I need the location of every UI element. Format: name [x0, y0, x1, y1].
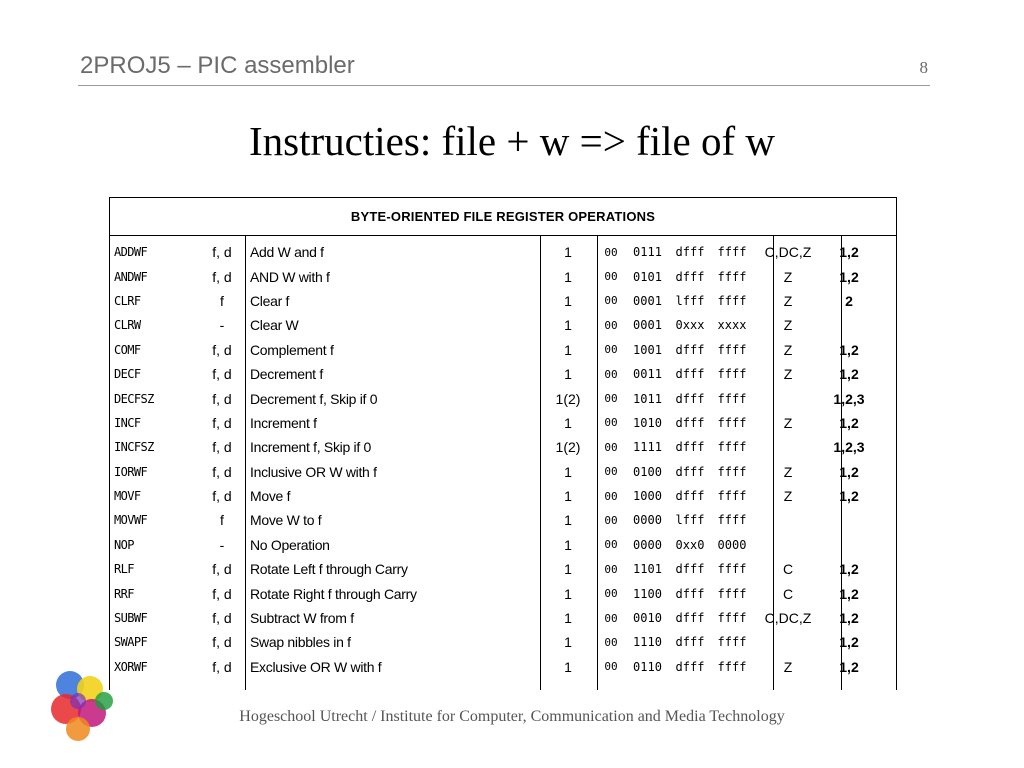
cell-operands: f, d: [212, 366, 232, 383]
table-row: [110, 508, 896, 532]
cell-opcode-bits: 1100: [633, 586, 662, 601]
cell-cycles: 1: [564, 414, 572, 431]
cell-cycles: 1: [564, 292, 572, 309]
cell-notes: 1,2: [839, 610, 859, 627]
cell-cycles: 1(2): [555, 439, 581, 456]
cell-mnemonic: NOP: [114, 537, 134, 552]
cell-operands: f, d: [212, 585, 232, 602]
cell-description: Exclusive OR W with f: [250, 658, 382, 675]
cell-cycles: 1: [564, 658, 572, 675]
cell-opcode-bits: 1010: [633, 415, 662, 430]
cell-opcode-lsb: ffff: [717, 269, 747, 284]
cell-operands: f, d: [212, 390, 232, 407]
cell-opcode-msb: 00: [604, 343, 618, 357]
cell-notes: 1,2: [839, 414, 859, 431]
cell-opcode-bits: 0101: [633, 269, 662, 284]
cell-opcode-bits: dfff: [675, 586, 705, 601]
cell-opcode-bits: dfff: [675, 562, 705, 577]
table-row: [110, 655, 896, 679]
cell-status-affected: Z: [783, 463, 793, 480]
cell-notes: 1,2,3: [833, 439, 865, 456]
cell-opcode-bits: dfff: [675, 659, 705, 674]
cell-description: Complement f: [250, 341, 334, 358]
cell-opcode-bits: 0010: [633, 611, 662, 626]
cell-opcode-bits: dfff: [675, 367, 705, 382]
cell-status-affected: Z: [783, 317, 793, 334]
table-heading: BYTE-ORIENTED FILE REGISTER OPERATIONS: [110, 198, 896, 236]
cell-cycles: 1: [564, 366, 572, 383]
cell-opcode-msb: 00: [604, 318, 618, 332]
cell-opcode-msb: 00: [604, 635, 618, 649]
cell-mnemonic: IORWF: [114, 464, 148, 479]
cell-opcode-bits: 0000: [633, 537, 662, 552]
cell-status-affected: Z: [783, 488, 793, 505]
cell-operands: f, d: [212, 610, 232, 627]
cell-opcode-lsb: ffff: [717, 440, 747, 455]
cell-opcode-bits: dfff: [675, 342, 705, 357]
table-row: [110, 557, 896, 581]
cell-opcode-lsb: ffff: [717, 635, 747, 650]
table-row: [110, 435, 896, 459]
cell-opcode-bits: 0001: [633, 293, 662, 308]
cell-opcode-msb: 00: [604, 660, 618, 674]
cell-opcode-msb: 00: [604, 367, 618, 381]
cell-cycles: 1: [564, 488, 572, 505]
cell-mnemonic: DECFSZ: [114, 391, 154, 406]
table-row: [110, 411, 896, 435]
cell-status-affected: C: [782, 561, 794, 578]
cell-cycles: 1: [564, 244, 572, 261]
cell-mnemonic: SUBWF: [114, 611, 148, 626]
table-row: [110, 362, 896, 386]
cell-opcode-bits: dfff: [675, 611, 705, 626]
cell-opcode-lsb: xxxx: [717, 318, 747, 333]
cell-opcode-bits: 0xxx: [675, 318, 705, 333]
cell-opcode-bits: 1101: [633, 562, 662, 577]
cell-opcode-lsb: ffff: [717, 342, 747, 357]
cell-description: Swap nibbles in f: [250, 634, 351, 651]
cell-cycles: 1: [564, 512, 572, 529]
cell-opcode-msb: 00: [604, 392, 618, 406]
cell-opcode-msb: 00: [604, 245, 618, 259]
cell-notes: 1,2: [839, 463, 859, 480]
cell-opcode-lsb: ffff: [717, 464, 747, 479]
cell-notes: 1,2: [839, 634, 859, 651]
cell-notes: 1,2: [839, 366, 859, 383]
cell-cycles: 1: [564, 317, 572, 334]
cell-opcode-msb: 00: [604, 440, 618, 454]
cell-status-affected: Z: [783, 414, 793, 431]
cell-opcode-bits: dfff: [675, 269, 705, 284]
cell-opcode-lsb: ffff: [717, 293, 747, 308]
cell-opcode-msb: 00: [604, 611, 618, 625]
cell-opcode-bits: dfff: [675, 245, 705, 260]
cell-operands: f, d: [212, 561, 232, 578]
cell-description: Clear f: [250, 292, 290, 309]
cell-notes: 1,2: [839, 658, 859, 675]
cell-operands: f, d: [212, 658, 232, 675]
table-row: [110, 386, 896, 410]
cell-description: Inclusive OR W with f: [250, 463, 377, 480]
instruction-table: [109, 197, 897, 690]
cell-mnemonic: INCFSZ: [114, 440, 154, 455]
cell-mnemonic: MOVWF: [114, 513, 148, 528]
table-row: [110, 460, 896, 484]
cell-mnemonic: COMF: [114, 342, 141, 357]
cell-opcode-lsb: ffff: [717, 562, 747, 577]
cell-operands: f: [220, 512, 224, 529]
cell-cycles: 1: [564, 268, 572, 285]
cell-description: Move W to f: [250, 512, 322, 529]
cell-description: Increment f, Skip if 0: [250, 439, 372, 456]
table-body: [110, 236, 896, 679]
cell-opcode-bits: 0011: [633, 367, 662, 382]
cell-opcode-msb: 00: [604, 587, 618, 601]
cell-cycles: 1: [564, 536, 572, 553]
cell-operands: f, d: [212, 414, 232, 431]
cell-notes: 1,2: [839, 268, 859, 285]
footer-text: Hogeschool Utrecht / Institute for Computer, Communication and Media Technology: [239, 708, 785, 725]
table-row: [110, 240, 896, 264]
cell-description: Decrement f, Skip if 0: [250, 390, 378, 407]
cell-description: No Operation: [250, 536, 330, 553]
header-title: 2PROJ5 – PIC assembler: [80, 52, 355, 79]
cell-opcode-bits: dfff: [675, 440, 705, 455]
slide-title: Instructies: file + w => file of w: [249, 118, 775, 164]
cell-opcode-bits: dfff: [675, 489, 705, 504]
cell-opcode-msb: 00: [604, 562, 618, 576]
table-row: [110, 338, 896, 362]
cell-description: Rotate Left f through Carry: [250, 561, 408, 578]
cell-status-affected: C,DC,Z: [764, 610, 812, 627]
cell-opcode-bits: 1011: [633, 391, 662, 406]
cell-mnemonic: CLRW: [114, 318, 141, 333]
cell-description: AND W with f: [250, 268, 330, 285]
cell-cycles: 1: [564, 561, 572, 578]
cell-opcode-bits: dfff: [675, 415, 705, 430]
cell-status-affected: Z: [783, 341, 793, 358]
table-row: [110, 630, 896, 654]
table-row: [110, 289, 896, 313]
cell-notes: 1,2: [839, 341, 859, 358]
table-row: [110, 606, 896, 630]
header-divider: [78, 85, 930, 86]
cell-mnemonic: SWAPF: [114, 635, 148, 650]
cell-opcode-bits: 1000: [633, 489, 662, 504]
cell-description: Add W and f: [250, 244, 324, 261]
cell-operands: f, d: [212, 439, 232, 456]
cell-description: Decrement f: [250, 366, 323, 383]
cell-cycles: 1: [564, 463, 572, 480]
page-number: 8: [919, 58, 928, 77]
cell-description: Clear W: [250, 317, 299, 334]
cell-opcode-lsb: ffff: [717, 659, 747, 674]
cell-cycles: 1(2): [555, 390, 581, 407]
cell-opcode-bits: dfff: [675, 464, 705, 479]
hu-colorful-logo-icon: [48, 665, 120, 745]
cell-mnemonic: MOVF: [114, 489, 141, 504]
cell-cycles: 1: [564, 341, 572, 358]
cell-mnemonic: XORWF: [114, 659, 148, 674]
cell-notes: 1,2: [839, 585, 859, 602]
cell-mnemonic: ADDWF: [114, 245, 148, 260]
cell-status-affected: C: [782, 585, 794, 602]
cell-opcode-bits: 1110: [633, 635, 662, 650]
cell-operands: f: [220, 292, 224, 309]
cell-opcode-msb: 00: [604, 513, 618, 527]
cell-opcode-msb: 00: [604, 270, 618, 284]
cell-opcode-lsb: ffff: [717, 391, 747, 406]
cell-cycles: 1: [564, 610, 572, 627]
table-row: [110, 581, 896, 605]
cell-mnemonic: CLRF: [114, 293, 141, 308]
cell-opcode-bits: 0xx0: [675, 537, 705, 552]
cell-notes: 2: [845, 292, 853, 309]
cell-opcode-lsb: 0000: [717, 537, 747, 552]
cell-operands: f, d: [212, 268, 232, 285]
cell-status-affected: C,DC,Z: [764, 244, 812, 261]
cell-mnemonic: RLF: [114, 562, 134, 577]
cell-status-affected: Z: [783, 292, 793, 309]
cell-operands: f, d: [212, 244, 232, 261]
cell-cycles: 1: [564, 634, 572, 651]
cell-cycles: 1: [564, 585, 572, 602]
cell-operands: -: [219, 317, 225, 334]
cell-opcode-bits: dfff: [675, 635, 705, 650]
cell-description: Rotate Right f through Carry: [250, 585, 417, 602]
cell-opcode-lsb: ffff: [717, 415, 747, 430]
cell-opcode-msb: 00: [604, 294, 618, 308]
cell-notes: 1,2: [839, 561, 859, 578]
cell-description: Subtract W from f: [250, 610, 354, 627]
cell-description: Move f: [250, 488, 291, 505]
table-row: [110, 533, 896, 557]
cell-opcode-lsb: ffff: [717, 611, 747, 626]
cell-status-affected: Z: [783, 268, 793, 285]
cell-opcode-msb: 00: [604, 416, 618, 430]
cell-status-affected: Z: [783, 366, 793, 383]
cell-operands: f, d: [212, 341, 232, 358]
table-row: [110, 484, 896, 508]
cell-operands: f, d: [212, 488, 232, 505]
table-row: [110, 313, 896, 337]
cell-opcode-msb: 00: [604, 538, 618, 552]
cell-opcode-bits: 0111: [633, 245, 662, 260]
cell-opcode-bits: 0000: [633, 513, 662, 528]
cell-mnemonic: DECF: [114, 367, 141, 382]
cell-operands: -: [219, 536, 225, 553]
cell-description: Increment f: [250, 414, 317, 431]
cell-opcode-bits: 0110: [633, 659, 662, 674]
table-row: [110, 264, 896, 288]
cell-opcode-bits: lfff: [675, 293, 705, 308]
cell-opcode-bits: 0001: [633, 318, 662, 333]
cell-operands: f, d: [212, 634, 232, 651]
cell-opcode-lsb: ffff: [717, 245, 747, 260]
cell-opcode-bits: lfff: [675, 513, 705, 528]
cell-opcode-msb: 00: [604, 489, 618, 503]
cell-mnemonic: ANDWF: [114, 269, 148, 284]
cell-mnemonic: RRF: [114, 586, 134, 601]
cell-opcode-bits: 1111: [633, 440, 662, 455]
cell-notes: 1,2,3: [833, 390, 865, 407]
cell-opcode-lsb: ffff: [717, 586, 747, 601]
cell-opcode-lsb: ffff: [717, 367, 747, 382]
cell-mnemonic: INCF: [114, 415, 141, 430]
cell-operands: f, d: [212, 463, 232, 480]
cell-opcode-bits: dfff: [675, 391, 705, 406]
cell-notes: 1,2: [839, 488, 859, 505]
cell-opcode-msb: 00: [604, 465, 618, 479]
cell-opcode-lsb: ffff: [717, 489, 747, 504]
cell-opcode-bits: 1001: [633, 342, 662, 357]
cell-opcode-lsb: ffff: [717, 513, 747, 528]
cell-opcode-bits: 0100: [633, 464, 662, 479]
cell-status-affected: Z: [783, 658, 793, 675]
cell-notes: 1,2: [839, 244, 859, 261]
